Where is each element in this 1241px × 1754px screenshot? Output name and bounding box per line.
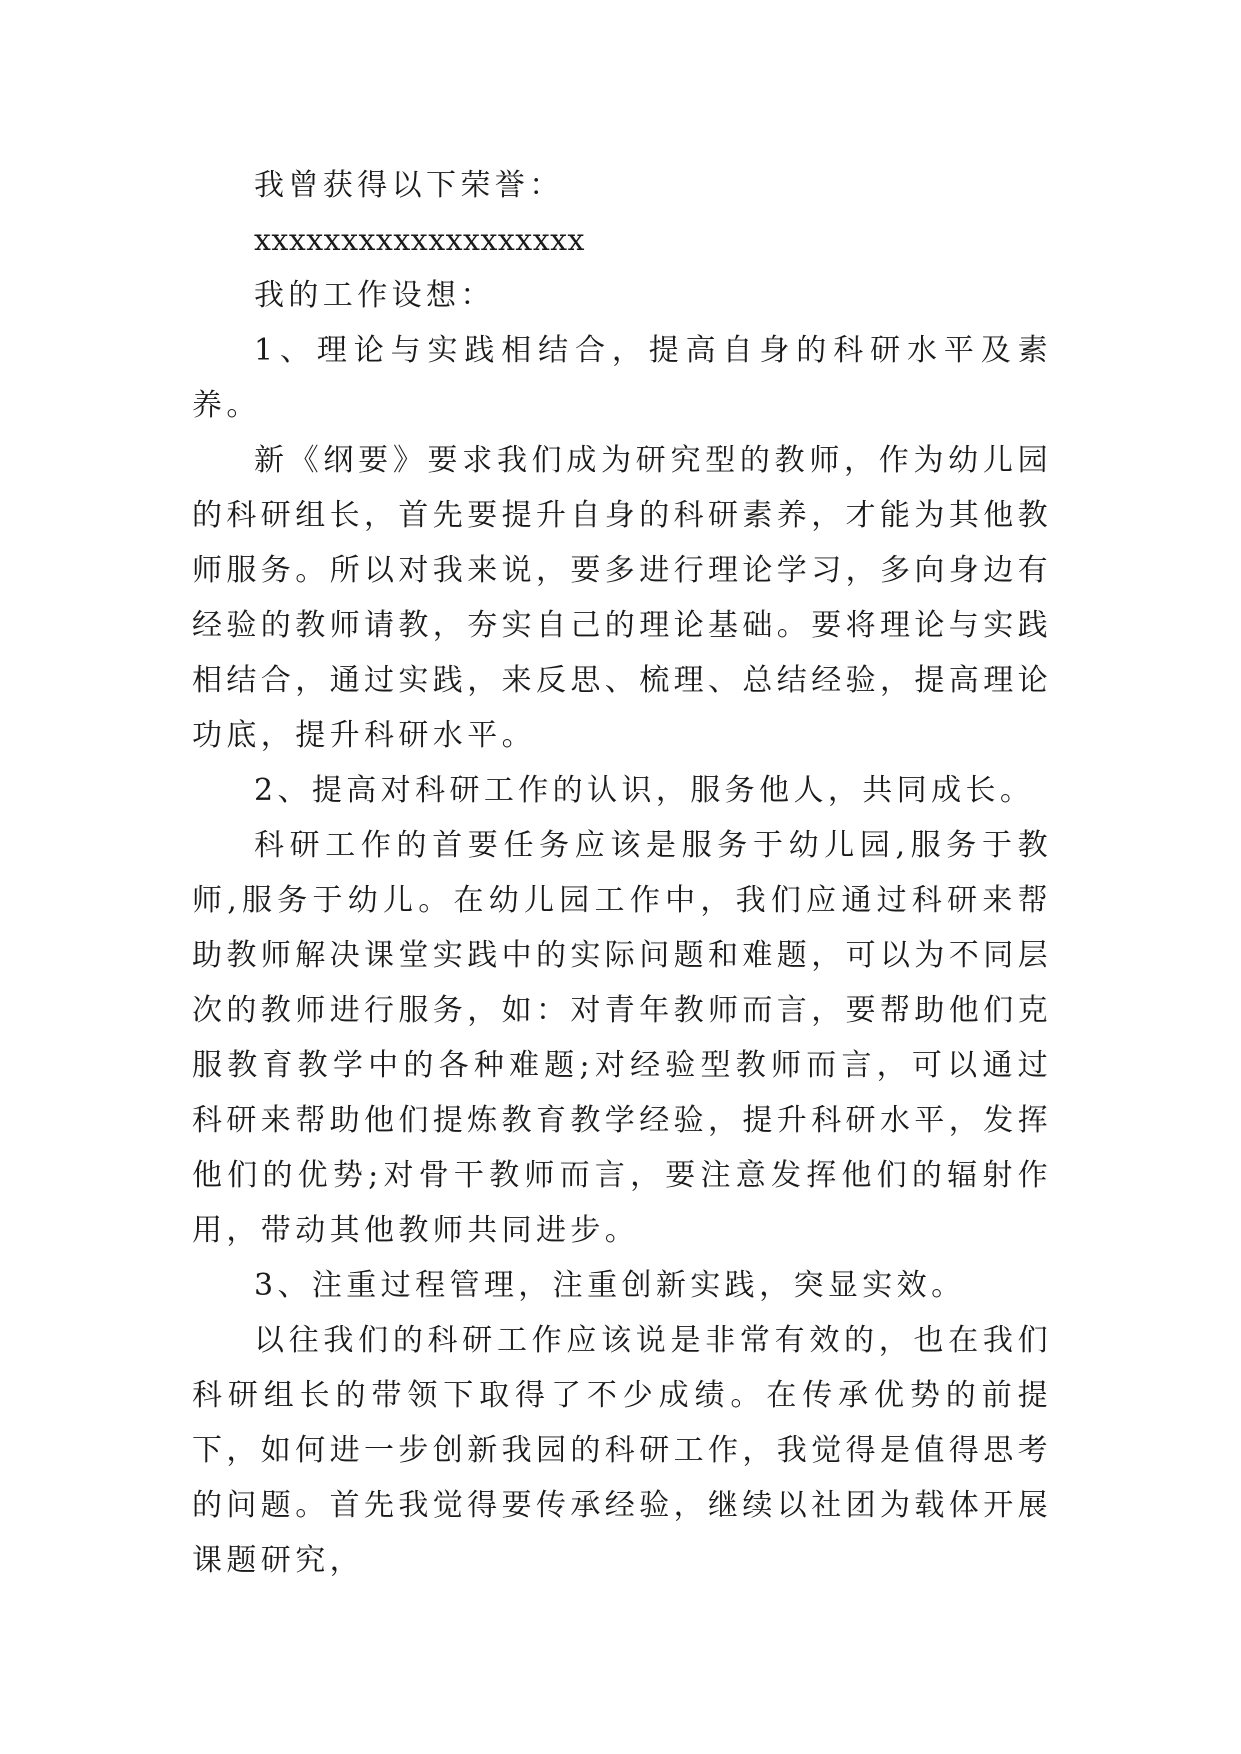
plan-point-3-heading: 3、注重过程管理，注重创新实践，突显实效。 (254, 1268, 966, 1303)
plan-point-1-body: 新《纲要》要求我们成为研究型的教师，作为幼儿园的科研组长，首先要提升自身的科研素养，才能为其他教师服务。所以对我来说，要多进行理论学习，多向身边有经验的教师请教，夯实自己的理论基础。要将理论与实践相结合，通过实践，来反思、梳理、总结经验，提高理论功底，提升科研水平。 (192, 443, 1052, 753)
plan-point-1-heading: 1、理论与实践相结合，提高自身的科研水平及素养。 (192, 333, 1052, 423)
plan-point-2-body: 科研工作的首要任务应该是服务于幼儿园,服务于教师,服务于幼儿。在幼儿园工作中，我们应通过科研来帮助教师解决课堂实践中的实际问题和难题，可以为不同层次的教师进行服务，如：对青年教师而言，要帮助他们克服教育教学中的各种难题;对经验型教师而言，可以通过科研来帮助他们提炼教育教学经验，提升科研水平，发挥他们的优势;对骨干教师而言，要注意发挥他们的辐射作用，带动其他教师共同进步。 (192, 828, 1052, 1248)
plan-point-3-body: 以往我们的科研工作应该说是非常有效的，也在我们科研组长的带领下取得了不少成绩。在传承优势的前提下，如何进一步创新我园的科研工作，我觉得是值得思考的问题。首先我觉得要传承经验，继续以社团为载体开展课题研究， (192, 1323, 1052, 1578)
honors-heading: 我曾获得以下荣誉： (254, 168, 564, 203)
honors-placeholder: xxxxxxxxxxxxxxxxxxx (254, 223, 585, 258)
work-plan-heading: 我的工作设想： (254, 278, 495, 313)
plan-point-2-heading: 2、提高对科研工作的认识，服务他人，共同成长。 (254, 773, 1035, 808)
document-body (192, 158, 1052, 1588)
